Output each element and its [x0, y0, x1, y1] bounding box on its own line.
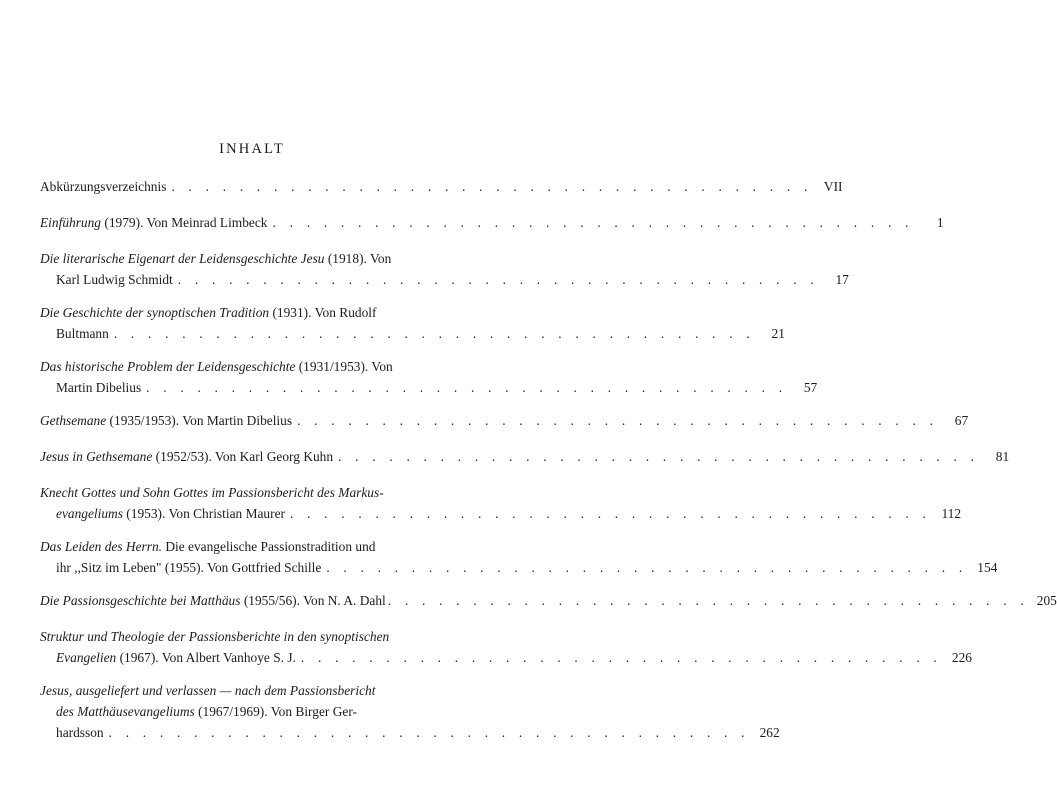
entry-title: Das historische Problem der Leidensgeschichte — [40, 359, 296, 374]
toc-entry — [40, 356, 818, 398]
entry-author: (1967). Von Albert Vanhoye S. J. — [116, 650, 296, 665]
page-number: 57 — [803, 380, 818, 395]
entry-author: (1967/1969). Von Birger Ger- — [194, 704, 357, 719]
entry-title: Die Geschichte der synoptischen Tradition — [40, 305, 270, 320]
entry-author: (1955/56). Von N. A. Dahl — [240, 593, 386, 608]
toc-line — [40, 176, 843, 197]
toc-line — [40, 626, 458, 647]
toc-entry — [40, 410, 969, 431]
page-number: 262 — [759, 725, 780, 740]
toc-line — [40, 377, 818, 398]
toc-entry — [40, 446, 1010, 467]
toc-entry — [40, 482, 962, 524]
entry-author: (1952/53). Von Karl Georg Kuhn — [152, 449, 334, 464]
entry-title: Knecht Gottes und Sohn Gottes im Passionsbericht des Markus- — [40, 485, 384, 500]
entry-author: (1931). Von Rudolf — [269, 305, 377, 320]
entry-author: (1931/1953). Von — [295, 359, 393, 374]
toc-line — [40, 590, 1057, 611]
toc-entry — [40, 212, 944, 233]
page-number: VII — [823, 179, 843, 194]
dot-leader: . . . . . . . . . . . . . . . . . . . . . . . . . . . . . . . . . . . . . . — [338, 449, 980, 464]
toc-line — [40, 410, 969, 431]
entry-author: (1979). Von Meinrad Limbeck — [101, 215, 268, 230]
page-number: 154 — [977, 560, 998, 575]
entry-title: Die literarische Eigenart der Leidensgeschichte Jesu — [40, 251, 325, 266]
dot-leader: . . . . . . . . . . . . . . . . . . . . . . . . . . . . . . . . . . . . . . — [289, 506, 932, 521]
entry-author: Die evangelische Passionstradition und — [162, 539, 376, 554]
entry-title: Abkürzungsverzeichnis — [40, 179, 167, 194]
entry-title: evangeliums — [56, 506, 123, 521]
toc-line — [40, 680, 458, 701]
entry-author: Karl Ludwig Schmidt — [56, 272, 173, 287]
toc-entry — [40, 176, 843, 197]
page-number: 21 — [771, 326, 785, 341]
toc-line — [40, 269, 849, 290]
toc-line — [40, 248, 458, 269]
toc-line — [40, 323, 785, 344]
toc-line — [40, 356, 458, 377]
entry-author: (1935/1953). Von Martin Dibelius — [106, 413, 293, 428]
dot-leader: . . . . . . . . . . . . . . . . . . . . . . . . . . . . . . . . . . . . . . — [146, 380, 788, 395]
page-number: 226 — [951, 650, 972, 665]
toc-line — [40, 647, 972, 668]
dot-leader: . . . . . . . . . . . . . . . . . . . . . . . . . . . . . . . . . . . . . . — [113, 326, 755, 341]
toc-line — [40, 212, 944, 233]
dot-leader: . . . . . . . . . . . . . . . . . . . . . . . . . . . . . . . . . . . . . . — [108, 725, 750, 740]
page-number: 1 — [936, 215, 944, 230]
toc-entry — [40, 536, 998, 578]
toc-line — [40, 557, 998, 578]
entry-author: Bultmann — [56, 326, 109, 341]
entry-title: Evangelien — [56, 650, 117, 665]
entry-author: hardsson — [56, 725, 104, 740]
entry-title: Jesus, ausgeliefert und verlassen — nach dem Passionsbericht — [40, 683, 376, 698]
dot-leader: . . . . . . . . . . . . . . . . . . . . . . . . . . . . . . . . . . . . . . — [177, 272, 819, 287]
entry-title: Struktur und Theologie der Passionsberichte in den synoptischen — [40, 629, 390, 644]
page-number: 112 — [941, 506, 962, 521]
dot-leader: . . . . . . . . . . . . . . . . . . . . . . . . . . . . . . . . . . . . . . — [272, 215, 914, 230]
dot-leader: . . . . . . . . . . . . . . . . . . . . . . . . . . . . . . . . . . . . . . — [171, 179, 813, 194]
toc-entry — [40, 626, 972, 668]
entry-title: Jesus in Gethsemane — [40, 449, 153, 464]
page-heading: INHALT — [219, 141, 285, 157]
page-number: 17 — [835, 272, 849, 287]
entry-author: (1918). Von — [324, 251, 392, 266]
page-number: 205 — [1036, 593, 1057, 608]
toc-entry — [40, 248, 849, 290]
entry-author: (1953). Von Christian Maurer — [122, 506, 285, 521]
toc-entry — [40, 590, 1057, 611]
page-number: 81 — [995, 449, 1010, 464]
entry-title: Das Leiden des Herrn. — [40, 539, 162, 554]
toc-line — [40, 446, 1010, 467]
dot-leader: . . . . . . . . . . . . . . . . . . . . . . . . . . . . . . . . . . . . . . — [326, 560, 968, 575]
dot-leader: . . . . . . . . . . . . . . . . . . . . . . . . . . . . . . . . . . . . . . — [300, 650, 942, 665]
entry-author: ihr ,,Sitz im Leben" (1955). Von Gottfried Schille — [56, 560, 322, 575]
toc-line — [40, 722, 780, 743]
dot-leader: . . . . . . . . . . . . . . . . . . . . . . . . . . . . . . . . . . . . . . — [387, 593, 1029, 608]
toc-line — [40, 536, 458, 557]
dot-leader: . . . . . . . . . . . . . . . . . . . . . . . . . . . . . . . . . . . . . . — [297, 413, 939, 428]
toc-line — [40, 482, 458, 503]
entry-title: Gethsemane — [40, 413, 107, 428]
toc-line — [40, 701, 458, 722]
entry-title: des Matthäusevangeliums — [56, 704, 195, 719]
toc-line — [40, 302, 458, 323]
page-number: 67 — [954, 413, 969, 428]
entry-author: Martin Dibelius — [56, 380, 142, 395]
toc-line — [40, 503, 962, 524]
entry-title: Einführung — [40, 215, 102, 230]
entry-title: Die Passionsgeschichte bei Matthäus — [40, 593, 241, 608]
toc-entry — [40, 302, 785, 344]
toc-entry — [40, 680, 780, 743]
